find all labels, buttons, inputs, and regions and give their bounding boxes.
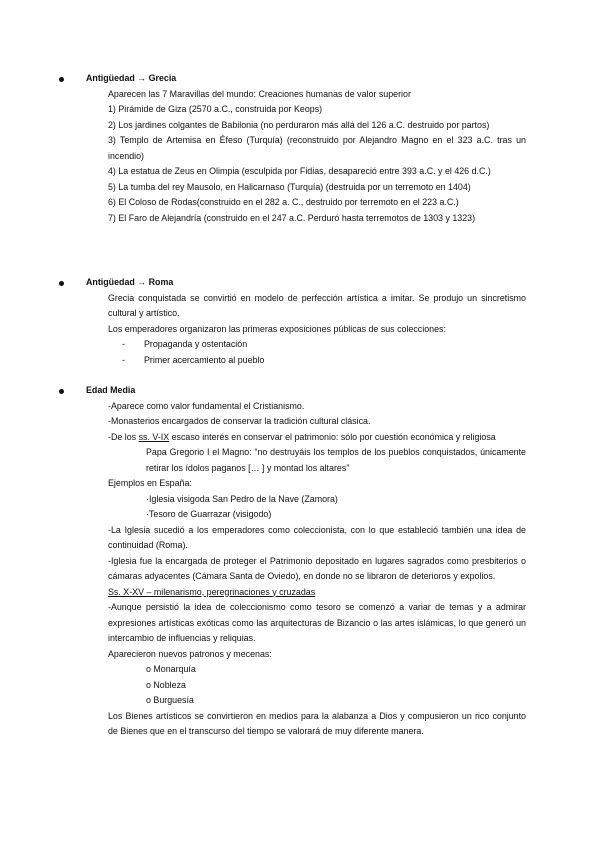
text-run: -De los [108, 431, 139, 442]
list-item: 4) La estatua de Zeus en Olimpia (esculpida por Fidias, desapareció entre 393 a.C. y el 426 d.C.) [108, 166, 491, 176]
list-item: ·Tesoro de Guarrazar (visigodo) [146, 509, 272, 519]
paragraph [108, 430, 526, 446]
paragraph: Aparecen las 7 Maravillas del mundo: Creaciones humanas de valor superior [108, 88, 411, 99]
list-item: - Propaganda y ostentación [108, 337, 526, 353]
quote: Papa Gregorio I el Magno: “no destruyáis los templos de los pueblos conquistados, únicamente retirar los ídolos paganos [… ] y montad los altares” [146, 447, 526, 473]
paragraph: Los Bienes artísticos se convirtieron en medios para la alabanza a Dios y compusieron un rico conjunto de Bienes que en el transcurso del tiempo se valorará de muy diferente manera. [108, 710, 526, 736]
section-grecia [86, 71, 526, 226]
list-item: 1) Pirámide de Giza (2570 a.C., construida por Keops) [108, 104, 323, 114]
text-run: escaso interés en conservar el patrimonio: sólo por cuestión económica y religiosa [169, 431, 496, 442]
list-item: o Burguesía [146, 695, 194, 705]
paragraph: Aparecieron nuevos patronos y mecenas: [108, 648, 272, 659]
list-item: 5) La tumba del rey Mausolo, en Halicarnaso (Turquía) (destruida por un terremoto en 1404) [108, 181, 471, 192]
paragraph: Grecia conquistada se convirtió en modelo de perfección artística a imitar. Se produjo un sincretismo cultural y artístico. [108, 292, 526, 318]
list-item: ·Iglesia visigoda San Pedro de la Nave (Zamora) [146, 493, 338, 504]
list-item: - Primer acercamiento al pueblo [108, 353, 526, 369]
century-range: ss. V-IX [138, 431, 170, 442]
list-item: 3) Templo de Artemisa en Éfeso (Turquía) (reconstruido por Alejandro Magno en el 323 a.C. tras un incendio) [108, 135, 526, 161]
section-heading: Antigüedad → Roma [86, 275, 526, 291]
list-item: o Nobleza [146, 679, 186, 690]
paragraph: Ejemplos en España: [108, 478, 192, 488]
list-item: 7) El Faro de Alejandría (construido en el 247 a.C. Perduró hasta terremotos de 1303 y 1323) [108, 212, 476, 223]
list-item: o Monarquía [146, 664, 196, 674]
paragraph: -La Iglesia sucedió a los emperadores como coleccionista, con lo que estableció también una idea de continuidad (Roma). [108, 524, 526, 550]
subheading: Ss. X-XV – milenarismo, peregrinaciones y cruzadas [108, 586, 316, 597]
paragraph: Los emperadores organizaron las primeras exposiciones públicas de sus colecciones: [108, 323, 446, 334]
paragraph: -Aparece como valor fundamental el Cristianismo. [108, 400, 305, 411]
section-heading: Antigüedad → Grecia [86, 71, 526, 87]
paragraph: -Iglesia fue la encargada de proteger el Patrimonio depositado en lugares sagrados como presbiterios o cámaras adyacentes (Cámara Santa de Oviedo), en donde no se libraron de deterioros y expolios. [108, 555, 526, 581]
section-roma [86, 275, 526, 368]
section-edad-media [86, 383, 526, 740]
list-item: 6) El Coloso de Rodas(construido en el 282 a. C., destruido por terremoto en el 223 a.C.) [108, 197, 459, 207]
paragraph: -Aunque persistió la idea de coleccionismo como tesoro se comenzó a variar de temas y a admirar expresiones artísticas exóticas como las arquitecturas de Bizancio o las artes islámicas, lo que generó un intercambio de influencias y reliquias. [108, 602, 526, 643]
list-item: 2) Los jardines colgantes de Babilonia (no perduraron más allá del 126 a.C. destruido por partos) [108, 119, 490, 130]
paragraph: -Monasterios encargados de conservar la tradición cultural clásica. [108, 416, 371, 426]
section-heading: Edad Media [86, 383, 526, 399]
